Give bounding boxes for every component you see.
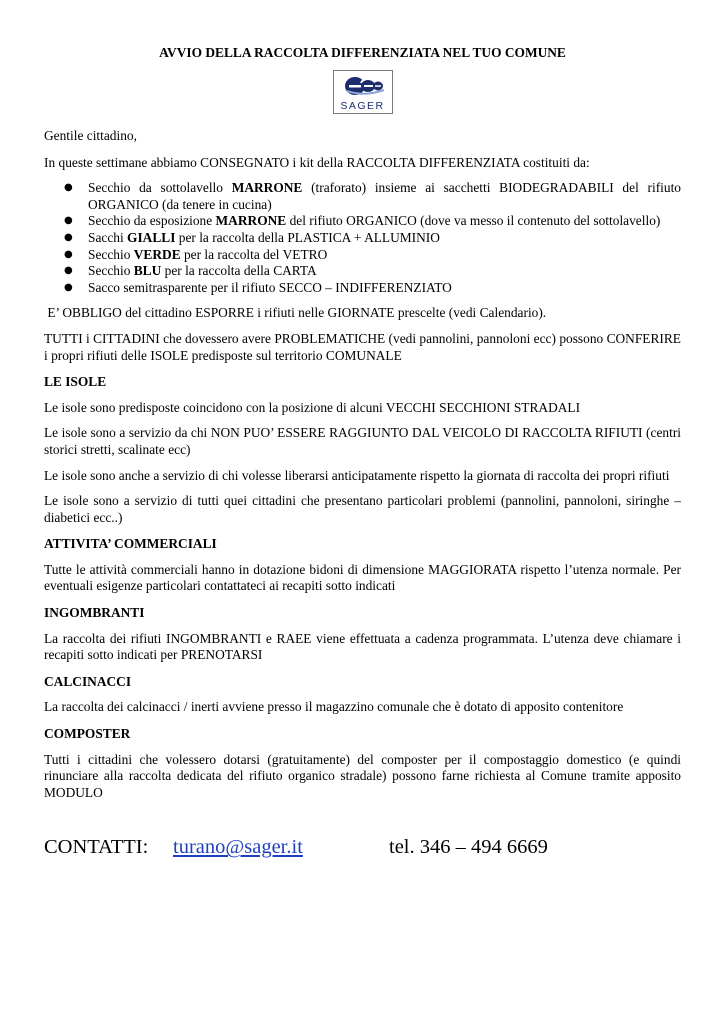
ingombranti-paragraph: La raccolta dei rifiuti INGOMBRANTI e RAEE viene effettuata a cadenza programmata. L’utenza deve chiamare i recapiti sotto indicati per PRENOTARSI [44, 630, 681, 663]
bullet-icon: ● [64, 231, 73, 243]
list-item: ● Secchio da sottolavello MARRONE (traforato) insieme ai sacchetti BIODEGRADABILI del rifiuto ORGANICO (da tenere in cucina) [64, 180, 681, 212]
calcinacci-paragraph: La raccolta dei calcinacci / inerti avviene presso il magazzino comunale che è dotato di apposito contenitore [44, 699, 624, 715]
section-heading-isole: LE ISOLE [44, 374, 107, 390]
list-item: ● Sacchi GIALLI per la raccolta della PLASTICA + ALLUMINIO [64, 229, 440, 245]
section-heading-calcinacci: CALCINACCI [44, 673, 132, 689]
isole-paragraph: Le isole sono anche a servizio di chi volesse liberarsi anticipatamente rispetto la giornata di raccolta dei propri rifiuti [44, 467, 670, 483]
bullet-icon: ● [64, 248, 73, 260]
intro-paragraph: In queste settimane abbiamo CONSEGNATO i kit della RACCOLTA DIFFERENZIATA costituiti da: [44, 154, 590, 170]
list-item: ● Secchio da esposizione MARRONE del rifiuto ORGANICO (dove va messo il contenuto del sottolavello) [64, 213, 661, 229]
bullet-icon: ● [64, 215, 73, 227]
attivita-paragraph: Tutte le attività commerciali hanno in dotazione bidoni di dimensione MAGGIORATA rispetto l’utenza normale. Per eventuali esigenze particolari contattateci ai recapiti sotto indicati [44, 561, 681, 594]
section-heading-ingombranti: INGOMBRANTI [44, 605, 145, 621]
contacts-line [44, 835, 681, 859]
problems-paragraph: TUTTI i CITTADINI che dovessero avere PROBLEMATICHE (vedi pannolini, pannoloni ecc) possono CONFERIRE i propri rifiuti delle ISOLE predisposte sul territorio COMUNALE [44, 330, 681, 363]
composter-paragraph: Tutti i cittadini che volessero dotarsi (gratuitamente) del composter per il compostaggio domestico (e quindi rinunciare alla raccolta dedicata del rifiuto organico stradale) possono farne richiesta al Comune tramite apposito MODULO [44, 751, 681, 800]
bullet-icon: ● [64, 182, 73, 194]
isole-paragraph: Le isole sono predisposte coincidono con la posizione di alcuni VECCHI SECCHIONI STRADALI [44, 399, 581, 415]
logo-text: SAGER [340, 100, 385, 112]
section-heading-composter: COMPOSTER [44, 726, 131, 742]
section-heading-attivita: ATTIVITA’ COMMERCIALI [44, 536, 217, 552]
obligation-paragraph: E’ OBBLIGO del cittadino ESPORRE i rifiuti nelle GIORNATE prescelte (vedi Calendario). [44, 305, 547, 321]
bullet-icon: ● [64, 265, 73, 277]
kit-list [44, 180, 681, 296]
logo-area [44, 70, 681, 116]
isole-paragraph: Le isole sono a servizio da chi NON PUO’ ESSERE RAGGIUNTO DAL VEICOLO DI RACCOLTA RIFIUTI (centri storici stretti, scalinate ecc) [44, 425, 681, 457]
sager-logo [333, 70, 393, 114]
list-item: ● Secchio BLU per la raccolta della CARTA [64, 263, 317, 279]
document-body [44, 44, 681, 859]
contacts-label: CONTATTI: [44, 836, 149, 859]
isole-paragraph: Le isole sono a servizio di tutti quei cittadini che presentano particolari problemi (pannolini, pannoloni, siringhe – diabetici ecc..) [44, 493, 681, 525]
phone-number: tel. 346 – 494 6669 [389, 836, 548, 859]
document-title: AVVIO DELLA RACCOLTA DIFFERENZIATA NEL TUO COMUNE [159, 45, 566, 60]
list-item: ● Sacco semitrasparente per il rifiuto SECCO – INDIFFERENZIATO [64, 279, 452, 295]
bullet-icon: ● [64, 281, 73, 293]
email-link[interactable]: turano@sager.it [173, 836, 303, 859]
greeting: Gentile cittadino, [44, 128, 137, 143]
list-item: ● Secchio VERDE per la raccolta del VETRO [64, 246, 328, 262]
